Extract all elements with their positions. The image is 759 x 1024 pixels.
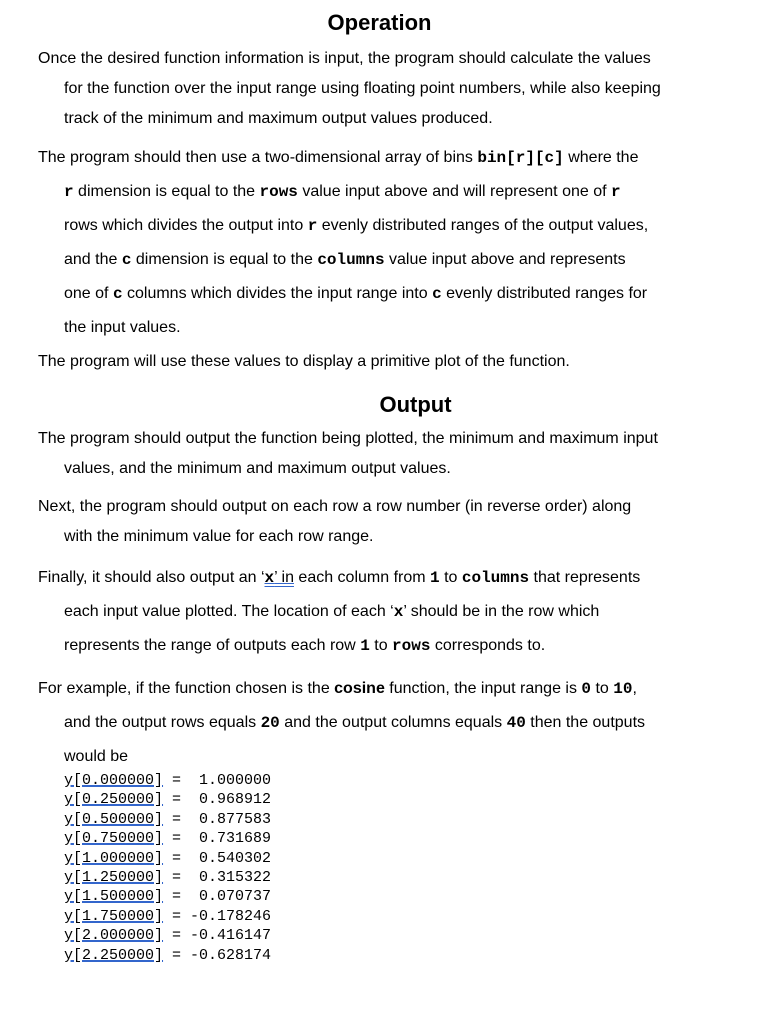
text-line bbox=[38, 595, 718, 629]
output-row bbox=[64, 771, 271, 790]
code-columns: columns bbox=[317, 251, 385, 269]
arg: [0.000000] bbox=[73, 772, 164, 789]
output-row bbox=[64, 926, 271, 945]
text-line: Next, the program should output on each row a row number (in reverse order) along bbox=[38, 498, 632, 515]
code-40: 40 bbox=[506, 714, 526, 732]
code-r: r bbox=[307, 217, 318, 235]
equals: = bbox=[163, 869, 200, 887]
text-span: For example, if the function chosen is the bbox=[38, 680, 335, 697]
code-10: 10 bbox=[613, 680, 633, 698]
y-label: y bbox=[64, 869, 74, 887]
output-row bbox=[64, 829, 271, 848]
y-label: y bbox=[64, 791, 74, 809]
code-c: c bbox=[121, 251, 132, 269]
text-span: Finally, it should also output an ‘ bbox=[38, 569, 265, 586]
output-row bbox=[64, 868, 271, 887]
output-row bbox=[64, 907, 271, 926]
text-line bbox=[38, 672, 718, 706]
operation-paragraph-2 bbox=[38, 141, 718, 345]
value: 0.877583 bbox=[199, 810, 272, 828]
text-span: columns which divides the input range into bbox=[122, 285, 433, 302]
text-line bbox=[38, 141, 718, 175]
text-line: track of the minimum and maximum output values produced. bbox=[64, 110, 493, 127]
code-x: x bbox=[264, 569, 275, 587]
equals: = bbox=[163, 810, 200, 828]
text-line bbox=[38, 277, 718, 311]
operation-paragraph-1 bbox=[38, 44, 718, 134]
code-x: x bbox=[393, 603, 404, 621]
text-span: to bbox=[369, 637, 393, 654]
text-span: ’ in bbox=[274, 569, 294, 586]
output-paragraph-2 bbox=[38, 492, 718, 552]
output-paragraph-3 bbox=[38, 561, 718, 663]
value: -0.178246 bbox=[190, 907, 272, 925]
text-line bbox=[38, 629, 718, 663]
arg: [1.250000] bbox=[73, 869, 164, 887]
text-span: rows which divides the output into bbox=[64, 217, 308, 234]
equals: = bbox=[163, 830, 200, 848]
output-row bbox=[64, 790, 271, 809]
text-line: for the function over the input range using floating point numbers, while also keeping bbox=[64, 80, 661, 97]
code-c: c bbox=[432, 285, 442, 303]
text-span: corresponds to. bbox=[430, 637, 546, 654]
output-row bbox=[64, 887, 271, 906]
operation-paragraph-3 bbox=[38, 351, 718, 373]
value: -0.416147 bbox=[190, 927, 272, 945]
arg: [1.750000] bbox=[73, 907, 164, 925]
text-line: would be bbox=[64, 748, 129, 765]
output-paragraph-1 bbox=[38, 424, 718, 484]
y-label: y bbox=[64, 830, 74, 848]
text-span: each column from bbox=[293, 569, 431, 586]
code-r: r bbox=[611, 183, 621, 201]
value: -0.628174 bbox=[190, 946, 272, 964]
value: 1.000000 bbox=[199, 772, 272, 789]
value: 0.070737 bbox=[199, 888, 272, 906]
output-row bbox=[64, 810, 271, 829]
text-span: then the outputs bbox=[525, 714, 646, 731]
y-label: y bbox=[64, 810, 74, 828]
output-heading: Output bbox=[379, 392, 452, 417]
value: 0.731689 bbox=[199, 830, 272, 848]
equals: = bbox=[163, 927, 191, 945]
y-label: y bbox=[64, 772, 74, 789]
text-span: value input above and represents bbox=[384, 251, 626, 268]
text-span: dimension is equal to the bbox=[73, 183, 260, 200]
text-span: , bbox=[632, 680, 637, 697]
y-label: y bbox=[64, 907, 74, 925]
cosine-bold: cosine bbox=[334, 680, 385, 697]
code-c: c bbox=[112, 285, 123, 303]
text-line bbox=[38, 561, 718, 595]
equals: = bbox=[163, 791, 200, 809]
code-bins: bin[r][c] bbox=[477, 149, 564, 167]
y-label: y bbox=[64, 849, 74, 867]
text-span: represents the range of outputs each row bbox=[64, 637, 361, 654]
text-span: each input value plotted. The location of each ‘ bbox=[64, 603, 394, 620]
text-span: where the bbox=[563, 149, 639, 166]
code-r: r bbox=[64, 183, 74, 201]
arg: [2.250000] bbox=[73, 946, 164, 964]
y-label: y bbox=[64, 946, 74, 964]
text-line: The program will use these values to display a primitive plot of the function. bbox=[38, 353, 570, 370]
text-line: with the minimum value for each row range. bbox=[64, 528, 374, 545]
equals: = bbox=[163, 772, 200, 789]
text-span: and the bbox=[64, 251, 122, 268]
value: 0.968912 bbox=[199, 791, 272, 809]
text-span: and the output rows equals bbox=[64, 714, 261, 731]
text-line bbox=[38, 706, 718, 740]
arg: [1.500000] bbox=[73, 888, 164, 906]
value: 0.540302 bbox=[199, 849, 272, 867]
text-line bbox=[38, 243, 718, 277]
text-line: values, and the minimum and maximum output values. bbox=[64, 460, 451, 477]
operation-heading: Operation bbox=[327, 10, 432, 35]
code-1: 1 bbox=[430, 569, 440, 587]
arg: [2.000000] bbox=[73, 927, 164, 945]
code-columns: columns bbox=[461, 569, 530, 587]
text-line: Once the desired function information is input, the program should calculate the values bbox=[38, 50, 651, 67]
text-span: function, the input range is bbox=[384, 680, 582, 697]
text-span: and the output columns equals bbox=[279, 714, 507, 731]
arg: [1.000000] bbox=[73, 849, 164, 867]
output-paragraph-4 bbox=[38, 672, 718, 774]
text-line: The program should output the function being plotted, the minimum and maximum input bbox=[38, 430, 658, 447]
arg: [0.500000] bbox=[73, 810, 164, 828]
code-rows: rows bbox=[392, 637, 431, 655]
text-span: The program should then use a two-dimensional array of bins bbox=[38, 149, 478, 166]
equals: = bbox=[163, 888, 200, 906]
code-0: 0 bbox=[581, 680, 592, 698]
y-label: y bbox=[64, 927, 74, 945]
equals: = bbox=[163, 907, 191, 925]
code-1: 1 bbox=[360, 637, 370, 655]
equals: = bbox=[163, 946, 191, 964]
text-span: to bbox=[591, 680, 614, 697]
code-20: 20 bbox=[260, 714, 280, 732]
value: 0.315322 bbox=[199, 869, 272, 887]
output-row bbox=[64, 849, 271, 868]
text-line bbox=[38, 209, 718, 243]
code-rows: rows bbox=[259, 183, 298, 201]
equals: = bbox=[163, 849, 200, 867]
text-span: evenly distributed ranges of the output values, bbox=[317, 217, 649, 234]
text-span: evenly distributed ranges for bbox=[441, 285, 648, 302]
text-span: ’ should be in the row which bbox=[403, 603, 600, 620]
text-span: one of bbox=[64, 285, 113, 302]
y-label: y bbox=[64, 888, 74, 906]
text-span: that represents bbox=[529, 569, 641, 586]
text-span: to bbox=[439, 569, 462, 586]
text-span: value input above and will represent one of bbox=[297, 183, 611, 200]
arg: [0.250000] bbox=[73, 791, 164, 809]
arg: [0.750000] bbox=[73, 830, 164, 848]
text-line: the input values. bbox=[64, 319, 181, 336]
example-output-block bbox=[64, 771, 271, 965]
output-row bbox=[64, 946, 271, 965]
text-line bbox=[38, 175, 718, 209]
text-span: dimension is equal to the bbox=[131, 251, 318, 268]
